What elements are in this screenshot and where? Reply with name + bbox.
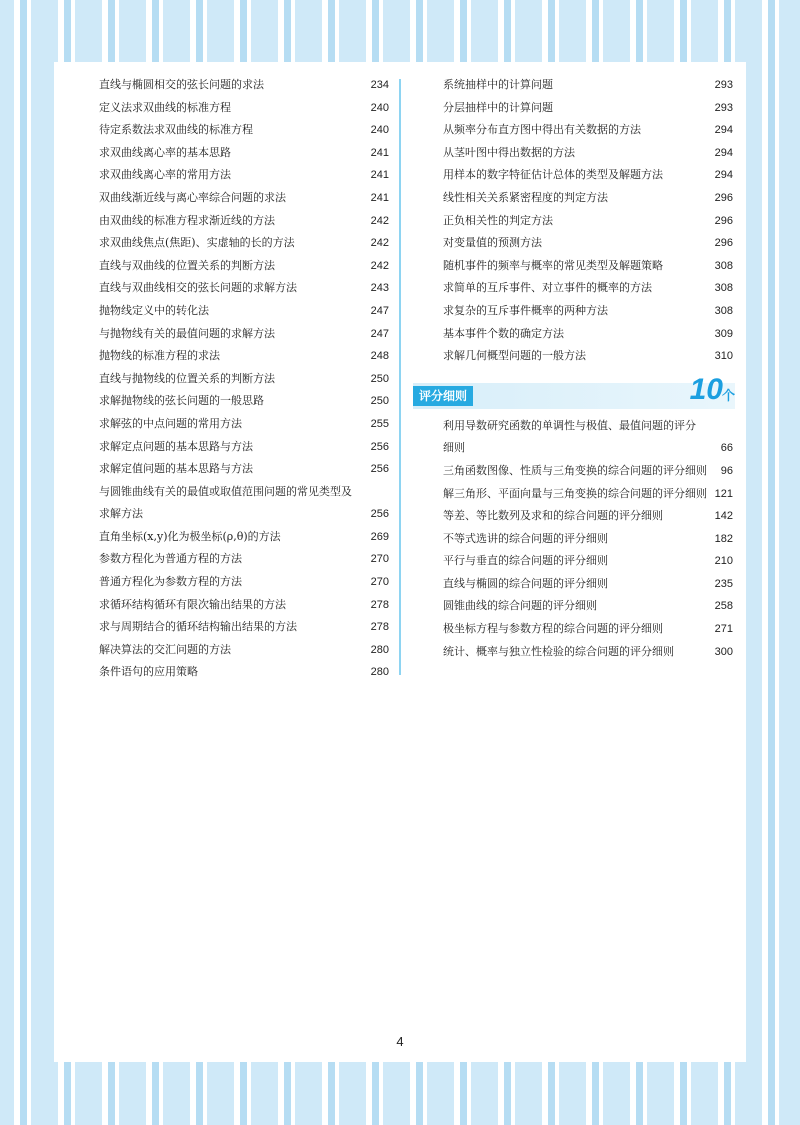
toc-entry[interactable] (443, 505, 733, 528)
toc-entry-title-line1: 与圆锥曲线有关的最值或取值范围问题的常见类型及 (99, 484, 352, 498)
toc-entry-page: 308 (714, 282, 733, 295)
toc-entry-page: 242 (370, 237, 389, 250)
toc-entry[interactable] (99, 481, 389, 526)
toc-entry-page: 241 (370, 146, 389, 159)
toc-entry-title: 抛物线定义中的转化法 (99, 303, 209, 317)
toc-entry-page: 278 (370, 621, 389, 634)
toc-entry[interactable] (99, 119, 389, 142)
toc-entry-page: 309 (714, 327, 733, 340)
toc-entry-page: 256 (370, 463, 389, 476)
toc-left-list-2 (99, 526, 389, 684)
toc-entry[interactable] (443, 618, 733, 641)
toc-entry[interactable] (443, 277, 733, 300)
toc-entry-page: 247 (370, 327, 389, 340)
toc-entry[interactable] (99, 164, 389, 187)
toc-entry-title: 分层抽样中的计算问题 (443, 100, 553, 114)
toc-entry-page: 241 (370, 191, 389, 204)
toc-entry-title: 双曲线渐近线与离心率综合问题的求法 (99, 190, 286, 204)
toc-entry-page: 210 (714, 555, 733, 568)
toc-entry-title: 求双曲线离心率的常用方法 (99, 168, 231, 182)
toc-entry-page: 66 (720, 442, 733, 455)
toc-entry-page: 182 (714, 532, 733, 545)
toc-entry-title: 对变量值的预测方法 (443, 236, 542, 250)
toc-entry-page: 280 (370, 643, 389, 656)
toc-entry-page: 294 (714, 124, 733, 137)
toc-entry[interactable] (99, 74, 389, 97)
toc-entry[interactable] (99, 232, 389, 255)
toc-entry-title: 求循环结构循环有限次输出结果的方法 (99, 597, 286, 611)
toc-entry[interactable] (443, 483, 733, 506)
toc-entry-page: 121 (714, 487, 733, 500)
toc-entry-page: 280 (370, 666, 389, 679)
toc-entry-page: 256 (370, 508, 389, 521)
toc-entry[interactable] (443, 164, 733, 187)
toc-right-list (443, 74, 733, 368)
toc-entry-page: 258 (714, 600, 733, 613)
toc-entry-page: 242 (370, 214, 389, 227)
toc-entry[interactable] (443, 255, 733, 278)
toc-entry[interactable] (99, 97, 389, 120)
toc-entry-title: 参数方程化为普通方程的方法 (99, 552, 242, 566)
toc-entry-title: 抛物线的标准方程的求法 (99, 349, 220, 363)
toc-entry[interactable] (99, 526, 389, 549)
toc-entry-title: 求解定值问题的基本思路与方法 (99, 462, 253, 476)
toc-entry-title: 圆锥曲线的综合问题的评分细则 (443, 599, 597, 613)
toc-entry[interactable] (99, 142, 389, 165)
toc-entry-page: 308 (714, 304, 733, 317)
toc-entry[interactable] (443, 97, 733, 120)
toc-entry[interactable] (99, 390, 389, 413)
toc-entry[interactable] (99, 436, 389, 459)
toc-entry[interactable] (443, 232, 733, 255)
toc-entry[interactable] (99, 616, 389, 639)
toc-entry[interactable] (99, 548, 389, 571)
toc-entry-title: 正负相关性的判定方法 (443, 213, 553, 227)
toc-entry-title: 直线与椭圆的综合问题的评分细则 (443, 576, 608, 590)
toc-left-column (99, 74, 389, 684)
toc-entry[interactable] (99, 413, 389, 436)
toc-entry[interactable] (443, 415, 733, 460)
toc-entry[interactable] (99, 255, 389, 278)
toc-entry-page: 308 (714, 259, 733, 272)
toc-entry-page: 300 (714, 645, 733, 658)
toc-entry[interactable] (99, 368, 389, 391)
toc-entry[interactable] (443, 345, 733, 368)
toc-entry-page: 250 (370, 372, 389, 385)
toc-entry[interactable] (99, 639, 389, 662)
toc-entry-page: 293 (714, 101, 733, 114)
toc-entry-title: 求双曲线焦点(焦距)、实虚轴的长的方法 (99, 236, 295, 250)
toc-entry-title: 解三角形、平面向量与三角变换的综合问题的评分细则 (443, 486, 707, 500)
column-divider (399, 79, 401, 675)
toc-entry[interactable] (443, 210, 733, 233)
toc-entry-page: 310 (714, 350, 733, 363)
toc-entry[interactable] (443, 641, 733, 664)
toc-entry[interactable] (99, 277, 389, 300)
toc-entry-title: 用样本的数字特征估计总体的类型及解题方法 (443, 168, 663, 182)
toc-entry-title: 条件语句的应用策略 (99, 665, 198, 679)
toc-right-column (419, 74, 735, 663)
toc-entry-page: 243 (370, 282, 389, 295)
toc-entry[interactable] (99, 345, 389, 368)
toc-entry-page: 242 (370, 259, 389, 272)
toc-entry[interactable] (443, 595, 733, 618)
toc-entry-title: 等差、等比数列及求和的综合问题的评分细则 (443, 509, 663, 523)
toc-entry-title: 求解定点问题的基本思路与方法 (99, 439, 253, 453)
toc-entry-page: 271 (714, 623, 733, 636)
toc-entry-page: 96 (720, 464, 733, 477)
toc-entry-title: 解决算法的交汇问题的方法 (99, 642, 231, 656)
toc-page (54, 62, 746, 1062)
toc-entry[interactable] (443, 187, 733, 210)
toc-entry[interactable] (99, 458, 389, 481)
toc-entry[interactable] (99, 323, 389, 346)
toc-entry-page: 296 (714, 214, 733, 227)
toc-entry-page: 235 (714, 577, 733, 590)
toc-entry-title: 从茎叶图中得出数据的方法 (443, 145, 575, 159)
toc-entry-page: 247 (370, 304, 389, 317)
toc-entry-page: 241 (370, 169, 389, 182)
toc-entry[interactable] (443, 573, 733, 596)
toc-entry-page: 278 (370, 598, 389, 611)
toc-entry[interactable] (443, 528, 733, 551)
toc-entry-page: 294 (714, 169, 733, 182)
toc-entry-title: 求复杂的互斥事件概率的两种方法 (443, 303, 608, 317)
toc-entry-title: 三角函数图像、性质与三角变换的综合问题的评分细则 (443, 463, 707, 477)
toc-entry-title: 直线与椭圆相交的弦长问题的求法 (99, 78, 264, 91)
toc-entry-page: 240 (370, 124, 389, 137)
toc-entry[interactable] (443, 74, 733, 97)
toc-entry-title: 不等式选讲的综合问题的评分细则 (443, 531, 608, 545)
toc-entry-page: 240 (370, 101, 389, 114)
toc-entry-title: 系统抽样中的计算问题 (443, 78, 553, 91)
toc-entry[interactable] (99, 661, 389, 684)
toc-entry-title: 随机事件的频率与概率的常见类型及解题策略 (443, 258, 663, 272)
toc-entry-title: 平行与垂直的综合问题的评分细则 (443, 554, 608, 568)
section-label: 评分细则 (413, 386, 473, 406)
toc-entry-title: 直线与双曲线相交的弦长问题的求解方法 (99, 281, 297, 295)
toc-entry-title: 求解几何概型问题的一般方法 (443, 349, 586, 363)
toc-entry-title: 统计、概率与独立性检验的综合问题的评分细则 (443, 644, 674, 658)
toc-entry-title: 与抛物线有关的最值问题的求解方法 (99, 326, 275, 340)
toc-entry[interactable] (443, 142, 733, 165)
toc-left-list (99, 74, 389, 481)
toc-entry-title: 求解抛物线的弦长问题的一般思路 (99, 394, 264, 408)
toc-entry-page: 294 (714, 146, 733, 159)
toc-entry[interactable] (99, 571, 389, 594)
toc-entry-title: 基本事件个数的确定方法 (443, 326, 564, 340)
toc-entry[interactable] (443, 460, 733, 483)
toc-entry[interactable] (99, 210, 389, 233)
toc-entry-page: 255 (370, 417, 389, 430)
toc-entry-title: 由双曲线的标准方程求渐近线的方法 (99, 213, 275, 227)
toc-entry-title: 定义法求双曲线的标准方程 (99, 100, 231, 114)
toc-entry[interactable] (99, 187, 389, 210)
toc-entry-title: 求双曲线离心率的基本思路 (99, 145, 231, 159)
toc-entry[interactable] (443, 119, 733, 142)
toc-right-list-2 (443, 460, 733, 663)
page-number: 4 (396, 1034, 404, 1049)
toc-entry-title: 极坐标方程与参数方程的综合问题的评分细则 (443, 622, 663, 636)
toc-entry-title-line1: 利用导数研究函数的单调性与极值、最值问题的评分 (443, 418, 696, 432)
toc-entry[interactable] (99, 594, 389, 617)
toc-entry-page: 296 (714, 191, 733, 204)
toc-entry-page: 270 (370, 553, 389, 566)
toc-entry-title: 直角坐标(x,y)化为极坐标(ρ,θ)的方法 (99, 529, 281, 543)
toc-entry-page: 296 (714, 237, 733, 250)
section-count-unit: 个 (721, 388, 735, 404)
toc-entry-title-line2: 求解方法 (99, 507, 143, 521)
toc-entry[interactable] (443, 323, 733, 346)
toc-entry-page: 248 (370, 350, 389, 363)
section-count: 10 (689, 372, 723, 406)
toc-entry-title: 线性相关关系紧密程度的判定方法 (443, 190, 608, 204)
toc-entry-title: 待定系数法求双曲线的标准方程 (99, 123, 253, 137)
toc-entry[interactable] (443, 300, 733, 323)
toc-entry-page: 234 (370, 79, 389, 91)
toc-entry-title-line2: 细则 (443, 441, 465, 455)
toc-entry-title: 直线与抛物线的位置关系的判断方法 (99, 371, 275, 385)
toc-entry-title: 求与周期结合的循环结构输出结果的方法 (99, 620, 297, 634)
toc-entry-title: 直线与双曲线的位置关系的判断方法 (99, 258, 275, 272)
toc-entry-title: 求解弦的中点问题的常用方法 (99, 416, 242, 430)
section-header-scoring-rules (413, 372, 735, 409)
toc-entry-page: 269 (370, 530, 389, 543)
toc-entry[interactable] (99, 300, 389, 323)
toc-entry[interactable] (443, 550, 733, 573)
toc-entry-page: 142 (714, 510, 733, 523)
toc-entry-title: 从频率分布直方图中得出有关数据的方法 (443, 123, 641, 137)
toc-entry-page: 270 (370, 576, 389, 589)
toc-entry-page: 293 (714, 79, 733, 91)
toc-entry-title: 普通方程化为参数方程的方法 (99, 575, 242, 589)
toc-entry-page: 250 (370, 395, 389, 408)
toc-entry-page: 256 (370, 440, 389, 453)
toc-entry-title: 求简单的互斥事件、对立事件的概率的方法 (443, 281, 652, 295)
